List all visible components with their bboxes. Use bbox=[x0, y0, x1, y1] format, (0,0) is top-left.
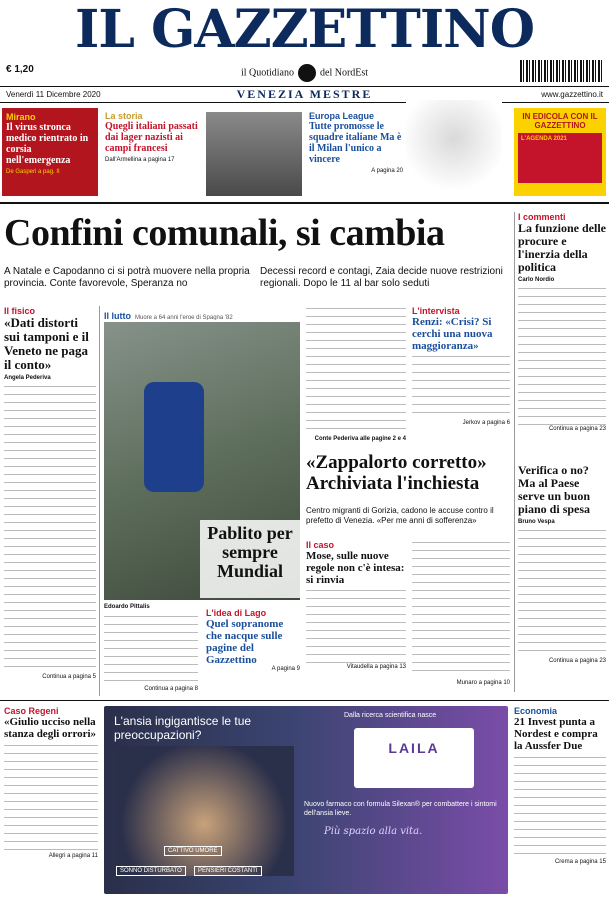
agenda-cover bbox=[518, 133, 602, 183]
article-caso[interactable] bbox=[306, 540, 406, 690]
teaser-agenda[interactable] bbox=[514, 108, 606, 196]
teaser-ref: Dall'Armellina a pagina 17 bbox=[105, 157, 175, 163]
laila-advertisement[interactable] bbox=[104, 706, 508, 894]
article-body bbox=[518, 286, 606, 426]
article-kicker: I commenti bbox=[518, 212, 566, 222]
article-author: Bruno Vespa bbox=[518, 519, 555, 525]
website: www.gazzettino.it bbox=[541, 90, 603, 99]
ad-brand: LAILA bbox=[388, 740, 440, 756]
article-body bbox=[306, 588, 406, 664]
laila-product-box bbox=[354, 728, 474, 788]
article-body bbox=[4, 384, 96, 674]
article-kicker: Il fisico bbox=[4, 306, 36, 316]
teaser-ref: A pagina 20 bbox=[371, 168, 403, 174]
article-headline: «Giulio ucciso nella stanza degli orrori» bbox=[4, 716, 97, 740]
lutto-caption bbox=[200, 520, 300, 598]
article-kicker: Il lutto bbox=[104, 311, 131, 320]
article-ref: Crema a pagina 15 bbox=[554, 859, 606, 865]
article-subkicker: Muore a 64 anni l'eroe di Spagna '82 bbox=[135, 315, 233, 320]
article-ref: Continua a pagina 8 bbox=[144, 686, 198, 692]
article-body bbox=[412, 354, 510, 420]
tagline-right: del NordEst bbox=[320, 67, 369, 79]
article-ref: Vitaudella a pagina 13 bbox=[346, 664, 406, 670]
newspaper-logo-icon bbox=[298, 64, 316, 82]
player-shirt bbox=[144, 382, 204, 492]
teaser-kicker: Mirano bbox=[6, 112, 36, 122]
article-headline: Renzi: «Crisi? Si cerchi una nuova maggioranza» bbox=[412, 316, 493, 352]
article-ref: Conte Pederiva alle pagine 2 e 4 bbox=[314, 436, 406, 442]
zappalorto-sub: Centro migranti di Gorizia, cadono le accuse contro il prefetto di Venezia. «Per me anni di sofferenza» bbox=[306, 506, 494, 525]
article-ref: Allegri a pagina 11 bbox=[48, 853, 98, 859]
ad-tagline: Nuovo farmaco con formula Silexan® per combattere i sintomi dell'ansia lieve. bbox=[304, 801, 497, 817]
date: Venerdì 11 Dicembre 2020 bbox=[6, 90, 101, 99]
teaser-mirano[interactable] bbox=[2, 108, 98, 196]
article-ref: A pagina 9 bbox=[271, 666, 300, 672]
teaser-headline: Tutte promosse le squadre italiane Ma è il Milan l'unico a vincere bbox=[309, 121, 402, 165]
football-player-photo bbox=[406, 100, 502, 196]
article-author: Edoardo Pittalis bbox=[104, 604, 150, 610]
article-author: Angela Pederiva bbox=[4, 375, 51, 381]
teaser-kicker: IN EDICOLA CON IL GAZZETTINO bbox=[522, 112, 598, 130]
article-kicker: L'intervista bbox=[412, 306, 460, 316]
newspaper-title: IL GAZZETTINO bbox=[75, 0, 534, 60]
main-sub-1: A Natale e Capodanno ci si potrà muovere nella propria provincia. Conte favorevole, Speranza no bbox=[4, 266, 250, 289]
article-body bbox=[4, 743, 98, 853]
article-lago[interactable] bbox=[206, 608, 300, 690]
ad-tag: CATTIVO UMORE bbox=[164, 846, 222, 856]
teaser-rule bbox=[0, 202, 609, 204]
column-divider bbox=[99, 306, 100, 696]
tagline-left: il Quotidiano bbox=[240, 67, 294, 79]
ad-tag: SONNO DISTURBATO bbox=[116, 866, 186, 876]
column-divider bbox=[514, 212, 515, 692]
article-ref: Jerkov a pagina 6 bbox=[462, 420, 510, 426]
article-zappalorto[interactable] bbox=[306, 452, 512, 502]
article-headline: «Dati distorti sui tamponi e il Veneto ne paga il conto» bbox=[4, 315, 89, 372]
article-headline: 21 Invest punta a Nordest e compra la Aussfer Due bbox=[514, 716, 598, 752]
price: € 1,20 bbox=[6, 64, 34, 75]
article-headline: «Zappalorto corretto» Archiviata l'inchiesta bbox=[306, 452, 487, 494]
article-kicker: Caso Regeni bbox=[4, 706, 59, 716]
ad-title: L'ansia ingigantisce le tue preoccupazioni? bbox=[114, 714, 252, 742]
article-ref: Continua a pagina 23 bbox=[548, 658, 606, 664]
teaser-europa[interactable] bbox=[306, 108, 406, 196]
article-fisico[interactable] bbox=[4, 306, 96, 696]
article-ref: Continua a pagina 5 bbox=[42, 674, 96, 680]
article-body bbox=[514, 755, 606, 859]
article-author: Carlo Nordio bbox=[518, 277, 555, 283]
article-headline: Mose, sulle nuove regole non c'è intesa: si rinvia bbox=[306, 550, 405, 586]
edition: VENEZIA MESTRE bbox=[236, 87, 373, 101]
lutto-body bbox=[104, 614, 198, 684]
teaser-ref: De Gasperi a pag. II bbox=[6, 169, 60, 175]
main-headline-text: Confini comunali, si cambia bbox=[4, 212, 445, 254]
teaser-headline: Quegli italiani passati dai lager nazisti ai campi francesi bbox=[105, 121, 198, 154]
ad-slogan: Più spazio alla vita. bbox=[324, 826, 423, 837]
dateline-rule bbox=[0, 102, 609, 103]
article-headline: La funzione delle procure e l'inerzia della politica bbox=[518, 221, 606, 274]
article-commenti[interactable] bbox=[518, 212, 606, 462]
masthead bbox=[0, 0, 609, 90]
article-intervista[interactable] bbox=[412, 306, 510, 442]
munaro-body bbox=[412, 540, 510, 678]
ad-tag: PENSIERI COSTANTI bbox=[194, 866, 262, 876]
teaser-kicker: Europa League bbox=[309, 111, 375, 121]
article-economia[interactable] bbox=[514, 706, 606, 892]
article-ref: Munaro a pagina 10 bbox=[456, 680, 510, 686]
agenda-title: L'AGENDA 2021 bbox=[521, 136, 567, 142]
main-sub-2: Decessi record e contagi, Zaia decide nuove restrizioni regionali. Dopo le 11 al bar solo seduti bbox=[260, 266, 503, 289]
article-verifica[interactable] bbox=[518, 464, 606, 692]
article-kicker: Economia bbox=[514, 706, 558, 716]
article-headline: Quel sopranome che nacque sulle pagine del Gazzettino bbox=[206, 618, 284, 666]
main-headline[interactable] bbox=[4, 212, 512, 256]
article-headline: Verifica o no? Ma al Paese serve un buon piano di spesa bbox=[518, 464, 591, 516]
ad-research: Dalla ricerca scientifica nasce bbox=[344, 712, 437, 719]
article-body bbox=[518, 528, 606, 658]
teaser-kicker: La storia bbox=[105, 111, 143, 121]
bottom-rule bbox=[0, 700, 609, 701]
teaser-headline: Il virus stronca medico rientrato in corsia nell'emergenza bbox=[6, 122, 89, 166]
article-ref: Continua a pagina 23 bbox=[548, 426, 606, 432]
ad-woman-photo bbox=[114, 746, 294, 876]
teaser-storia[interactable] bbox=[102, 108, 206, 196]
barcode-icon bbox=[520, 60, 602, 82]
caption-text: Pablito per sempre Mundial bbox=[207, 523, 293, 581]
lutto-header bbox=[104, 306, 300, 320]
article-kicker: L'idea di Lago bbox=[206, 608, 267, 618]
prisoners-photo bbox=[206, 112, 302, 196]
tagline bbox=[0, 64, 609, 82]
center-body bbox=[306, 306, 406, 436]
article-regeni[interactable] bbox=[4, 706, 98, 892]
article-kicker: Il caso bbox=[306, 540, 335, 550]
